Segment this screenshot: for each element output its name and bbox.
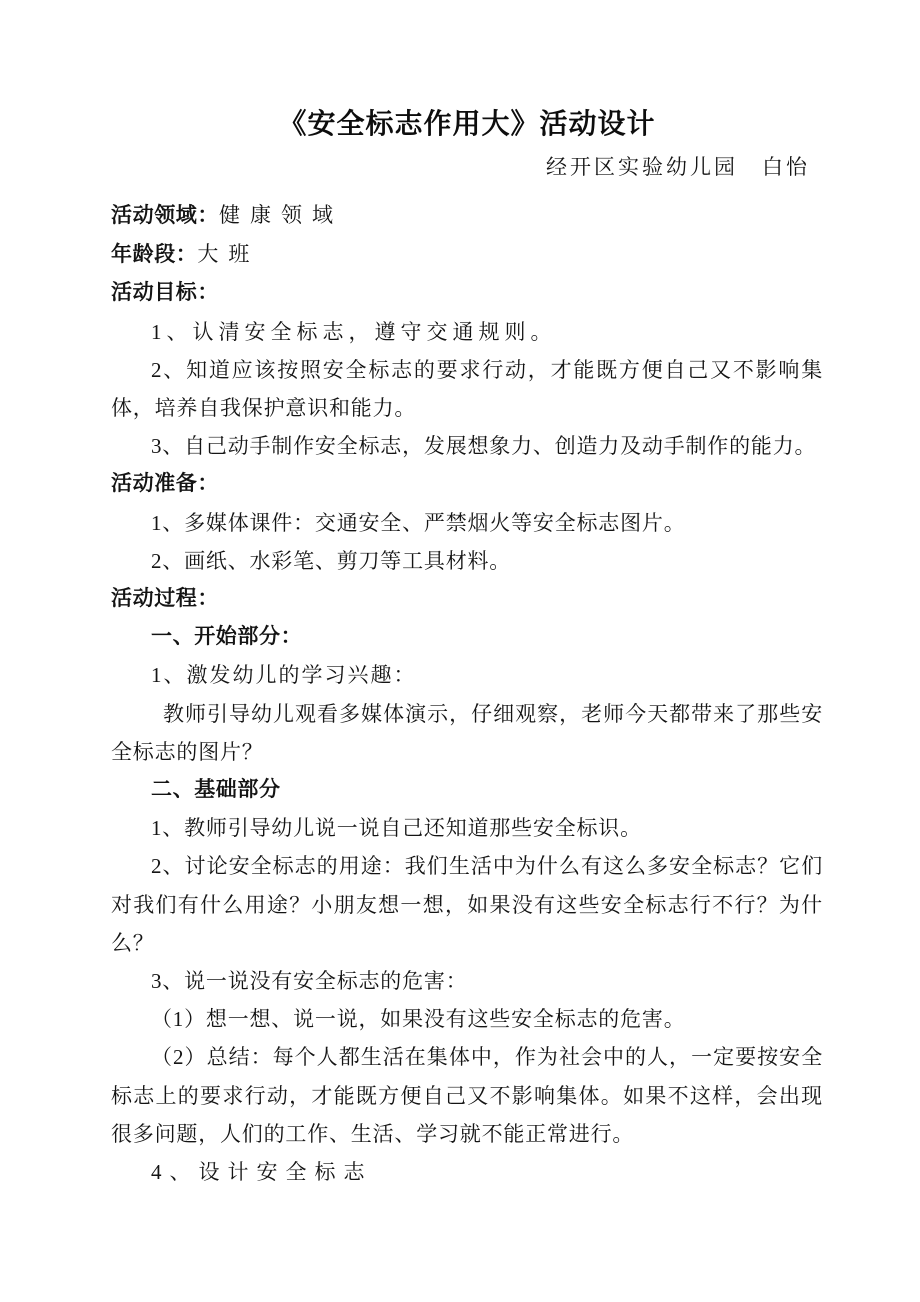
field-age-label: 年龄段：: [111, 243, 198, 267]
document-content: [111, 100, 823, 1191]
field-activity-domain: [111, 196, 823, 235]
field-domain-label: 活动领域：: [111, 204, 219, 227]
process-part1-narrative: 教师引导幼儿观看多媒体演示，仔细观察，老师今天都带来了那些安全标志的图片？: [111, 701, 823, 764]
field-domain-value: 健康领域: [219, 203, 343, 227]
field-age-value: 大班: [197, 242, 260, 267]
process-part2-item-1: 1、教师引导幼儿说一说自己还知道那些安全标识。: [151, 816, 642, 841]
process-part2-item-3: 3、说一说没有安全标志的危害：: [151, 969, 468, 994]
process-part2-item-2: 2、讨论安全标志的用途：我们生活中为什么有这么多安全标志？它们对我们有什么用途？小朋友想一想，如果没有这些安全标志行不行？为什么？: [111, 854, 823, 955]
field-age-group: [111, 235, 823, 274]
doc-byline: 经开区实验幼儿园 白怡: [546, 155, 810, 179]
process-part2-item-5: （2）总结：每个人都生活在集体中，作为社会中的人，一定要按安全标志上的要求行动，才能既方便自己又不影响集体。如果不这样，会出现很多问题，人们的工作、生活、学习就不能正常进行。: [111, 1045, 823, 1146]
prep-item-2: 2、画纸、水彩笔、剪刀等工具材料。: [151, 548, 512, 573]
process-part2-header: 二、基础部分: [151, 778, 281, 802]
doc-body: [111, 196, 823, 1191]
goal-item-1: 1、认清安全标志，遵守交通规则。: [151, 319, 557, 344]
prep-item-1: 1、多媒体课件：交通安全、严禁烟火等安全标志图片。: [151, 510, 686, 535]
goal-item-3: 3、自己动手制作安全标志，发展想象力、创造力及动手制作的能力。: [151, 434, 817, 459]
process-part2-item-6: 4、设计安全标志: [151, 1160, 373, 1185]
goal-item-2: 2、知道应该按照安全标志的要求行动，才能既方便自己又不影响集体，培养自我保护意识和能力。: [111, 357, 823, 421]
doc-title: 《安全标志作用大》活动设计: [278, 108, 656, 139]
process-part2-item-4: （1）想一想、说一说，如果没有这些安全标志的危害。: [151, 1007, 686, 1032]
section-goals-header: 活动目标：: [111, 281, 219, 305]
process-part1-header: 一、开始部分：: [151, 625, 303, 649]
section-process-header: 活动过程：: [111, 587, 219, 611]
section-prep-header: 活动准备：: [111, 472, 219, 496]
process-part1-item-1: 1、激发幼儿的学习兴趣：: [151, 663, 417, 688]
